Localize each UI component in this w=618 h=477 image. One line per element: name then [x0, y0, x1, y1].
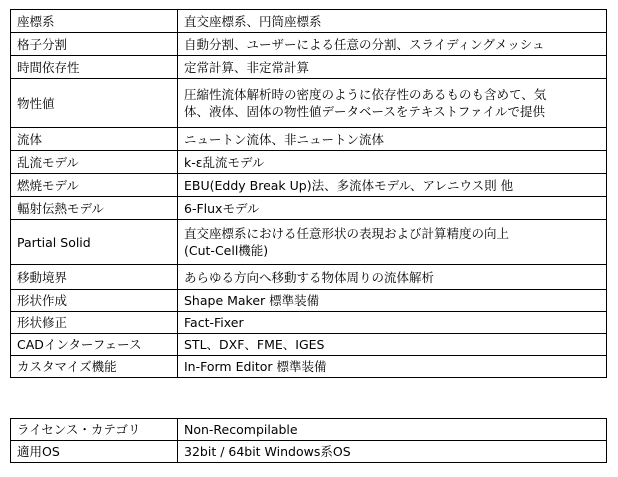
row-value-grid-division: 自動分割、ユーザーによる任意の分割、スライディングメッシュ — [178, 33, 607, 56]
value-line: 体、液体、固体の物性値データベースをテキストファイルで提供 — [184, 104, 546, 119]
row-value-cad-interface: STL、DXF、FME、IGES — [178, 334, 607, 356]
table-row — [11, 334, 607, 356]
row-value-partial-solid — [178, 220, 607, 265]
table-row — [11, 79, 607, 128]
row-label-combustion-model: 燃焼モデル — [11, 174, 178, 197]
value-line: 直交座標系における任意形状の表現および計算精度の向上 — [184, 226, 510, 241]
row-value-customization: In-Form Editor 標準装備 — [178, 356, 607, 378]
table-row — [11, 10, 607, 33]
row-value-radiation-model: 6-Fluxモデル — [178, 197, 607, 220]
row-label-moving-boundary: 移動境界 — [11, 265, 178, 290]
table-row — [11, 419, 607, 441]
row-value-combustion-model: EBU(Eddy Break Up)法、多流体モデル、アレニウス則 他 — [178, 174, 607, 197]
table-row — [11, 128, 607, 151]
table-row — [11, 441, 607, 463]
row-label-turbulence-model: 乱流モデル — [11, 151, 178, 174]
row-label-supported-os: 適用OS — [11, 441, 178, 463]
row-value-supported-os: 32bit / 64bit Windows系OS — [178, 441, 607, 463]
table-row — [11, 33, 607, 56]
row-label-grid-division: 格子分割 — [11, 33, 178, 56]
license-table — [10, 418, 607, 463]
row-label-customization: カスタマイズ機能 — [11, 356, 178, 378]
row-value-license-category: Non-Recompilable — [178, 419, 607, 441]
table-row — [11, 197, 607, 220]
row-label-cad-interface: CADインターフェース — [11, 334, 178, 356]
row-value-coordinate-system: 直交座標系、円筒座標系 — [178, 10, 607, 33]
value-line: (Cut-Cell機能) — [184, 243, 269, 258]
table-row — [11, 290, 607, 312]
table-row — [11, 356, 607, 378]
table-row — [11, 220, 607, 265]
table-row — [11, 265, 607, 290]
row-label-radiation-model: 輻射伝熱モデル — [11, 197, 178, 220]
row-label-license-category: ライセンス・カテゴリ — [11, 419, 178, 441]
row-value-shape-repair: Fact-Fixer — [178, 312, 607, 334]
row-label-time-dependence: 時間依存性 — [11, 56, 178, 79]
row-value-turbulence-model: k-ε乱流モデル — [178, 151, 607, 174]
row-value-time-dependence: 定常計算、非定常計算 — [178, 56, 607, 79]
row-label-fluid: 流体 — [11, 128, 178, 151]
row-value-physical-properties — [178, 79, 607, 128]
spec-table — [10, 9, 607, 378]
row-label-physical-properties: 物性値 — [11, 79, 178, 128]
row-value-fluid: ニュートン流体、非ニュートン流体 — [178, 128, 607, 151]
table-row — [11, 312, 607, 334]
row-label-shape-creation: 形状作成 — [11, 290, 178, 312]
table-row — [11, 56, 607, 79]
value-line: 圧縮性流体解析時の密度のように依存性のあるものも含めて、気 — [184, 87, 547, 102]
row-value-shape-creation: Shape Maker 標準装備 — [178, 290, 607, 312]
row-value-moving-boundary: あらゆる方向へ移動する物体周りの流体解析 — [178, 265, 607, 290]
row-label-coordinate-system: 座標系 — [11, 10, 178, 33]
row-label-shape-repair: 形状修正 — [11, 312, 178, 334]
table-row — [11, 151, 607, 174]
row-label-partial-solid: Partial Solid — [11, 220, 178, 265]
table-row — [11, 174, 607, 197]
